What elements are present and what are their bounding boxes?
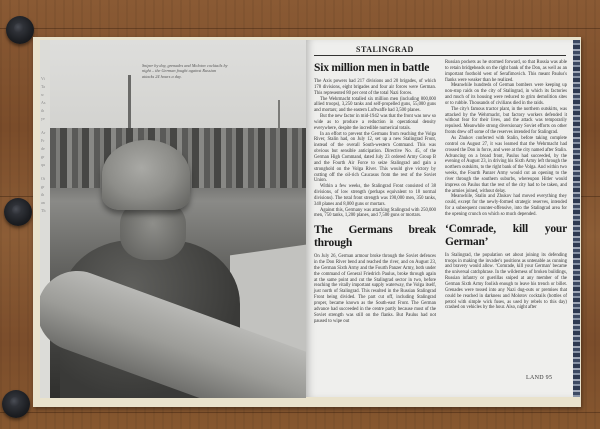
photo-sky — [50, 40, 306, 132]
edge-text: Th — [41, 208, 46, 213]
section-headline: Six million men in battle — [314, 62, 430, 74]
paragraph: Within a few weeks, the Stalingrad Front consisted of 38 divisions, of low strength (perhaps equivalent to 18 normal divisions). The total front strength was 190,000 men, 350 tanks, 340 planes and 8,000 guns or mortars. — [314, 184, 436, 207]
edge-text: Fr — [41, 138, 45, 143]
paragraph: But the new factor in mid-1942 was that the front was now so wide as to produce a reduction in operational density everywhere, despite the incredible numerical totals. — [314, 114, 436, 131]
page-edge-stripes — [573, 40, 580, 397]
edge-text: qu — [41, 162, 45, 167]
drawer-knob-top — [6, 16, 34, 44]
edge-text: th — [41, 192, 45, 197]
paragraph: In an effort to prevent the Germans from reaching the Volga River, Stalin had, on July 12, set up a new Stalingrad Front, instead of the overall South-western Command. This was obvious but sensible anticipation. Directive No. 45, of the German High Command, dated July 23 ordered Army Group B and the Fourth Air Force to seize Stalingrad and gain a stronghold on the Volga River. This would give victory by cutting off the oil-rich Caucasus from the rest of the Soviet Union. — [314, 131, 436, 184]
page-number: LAND 95 — [526, 375, 553, 381]
paragraph: The city's famous tractor plant, in the northern outskirts, was attacked by the Wehrmacht, but factory workers defended it without fear for their lives, and the attack was temporarily repulsed. Meanwhile strong diversionary Soviet efforts on other fronts drew off some of the reserves intended for Stalingrad. — [445, 106, 567, 136]
paragraph: Against this, Germany was attacking Stalingrad with 250,000 men, 750 tanks, 1,200 planes, and 7,500 guns or mortars. — [314, 207, 436, 219]
edge-text: As — [41, 100, 46, 105]
paragraph: Russian pockets as he stormed forward, so that Russia was able to retain bridgeheads on the right bank of the Don, as well as an important foothold west of Serafimovich. This meant Paulus's flanks were weaker than he realized. — [445, 60, 567, 83]
edge-text: de — [41, 146, 45, 151]
plank-seam — [0, 412, 600, 413]
edge-text: Ar — [41, 130, 46, 135]
edge-text: an — [41, 200, 45, 205]
left-page — [40, 40, 306, 398]
right-page — [306, 40, 574, 397]
war-photograph — [50, 40, 306, 398]
photo-soldier-helmet — [102, 140, 190, 210]
section-headline: ‘Comrade, kill your German’ — [445, 222, 567, 248]
paragraph: On July 26, German armour broke through the Soviet defences in the Don River bend and reached the river, and on August 23, the German Sixth Army and the Fourth Panzer Army, both under the command of General Friedrich Paulus, broke through again at the same point and cut the Stalingrad sector in two, before reaching the vitally important supply waterway, the Volga itself, just north of Stalingrad. This resulted in the Russian Stalingrad Front being divided. The part cut off, including Stalingrad proper, became known as the South-east Front. The German advance had succeeded in the centre partly because most of the Soviet strength was still on the flanks. But Paulus had not paused to wipe out — [314, 254, 436, 324]
running-head: STALINGRAD — [356, 45, 414, 54]
edge-text: ye — [41, 116, 45, 121]
section-headline: The Germans break through — [314, 224, 436, 250]
edge-text: w — [41, 92, 44, 97]
drawer-knob-bottom — [2, 390, 30, 418]
plank-seam — [0, 28, 600, 29]
edge-text: Ot — [41, 176, 45, 181]
edge-text: gr — [41, 154, 45, 159]
paragraph: Meanwhile hundreds of German bombers were keeping up non-stop raids on the city of Stalingrad, in which its factories and much of its housing were reduced to grim demolition sites or to rubble. Thousands of civilians died in the raids. — [445, 83, 567, 106]
edge-text: gr — [41, 184, 45, 189]
edge-text: th — [41, 108, 45, 113]
paragraph: The Axis powers had 217 divisions and 20 brigades, of which 178 divisions, eight brigades and four air forces were German. This represented 80 per cent of the total Nazi forces. — [314, 79, 436, 96]
edge-text: Vi — [41, 76, 45, 81]
drawer-knob-middle — [4, 198, 32, 226]
header-rule — [314, 55, 566, 56]
paragraph: Meanwhile, Stalin and Zhukov had moved everything they could, except for the newly-formed strategic reserves, intended for a subsequent counter-offensive, into the Stalingrad area for the opening crunch on which so much depended. — [445, 194, 567, 217]
paragraph: The Wehrmacht totalled six million men (including 800,000 allied troops), 3,250 tanks and self-propelled guns, 55,000 guns and mortars; and the eastern Luftwaffe had 3,500 planes. — [314, 96, 436, 114]
edge-text: Ta — [41, 84, 45, 89]
text-column-right — [445, 60, 567, 311]
paragraph: In Stalingrad, the population set about joining its defending troops in making the invader's positions as untenable as cunning and bravery would allow. ‘Comrade, kill your German’ became the universal catchphrase. In the wilderness of broken buildings, Russian infantry or guerillas sniped at any member of the German Sixth Army foolish enough to leave his trench or billet. Grenades were tossed into any Nazi dug-outs or premises that could be reached in darkness and Molotov cocktails (bottles of petrol with simple wick fuses, as used by rebels to this day) crashed on vehicles by the hour. Also, night after — [445, 252, 567, 311]
text-column-left — [314, 60, 436, 324]
photo-caption: Sniper by day, grenades and Molotov cocktails by night – the German fought against Russian attacks 24 hours a day. — [142, 63, 228, 79]
paragraph: As Zhukov conferred with Stalin, before taking complete control on August 27, it was learned that the Wehrmacht had crossed the Don in force, and were at the city named after Stalin. Advancing on a broad front, Paulus had succeeded, by the evening of August 23, in driving his Sixth Army left through the northern outskirts, to the right bank of the Volga. And within two weeks, the Fourth Panzer Army would cut an opening to the river through the southern suburbs, whereupon Hitler would impress on Paulus that the rest of the city had to be taken, and the armies joined, without delay. — [445, 135, 567, 194]
